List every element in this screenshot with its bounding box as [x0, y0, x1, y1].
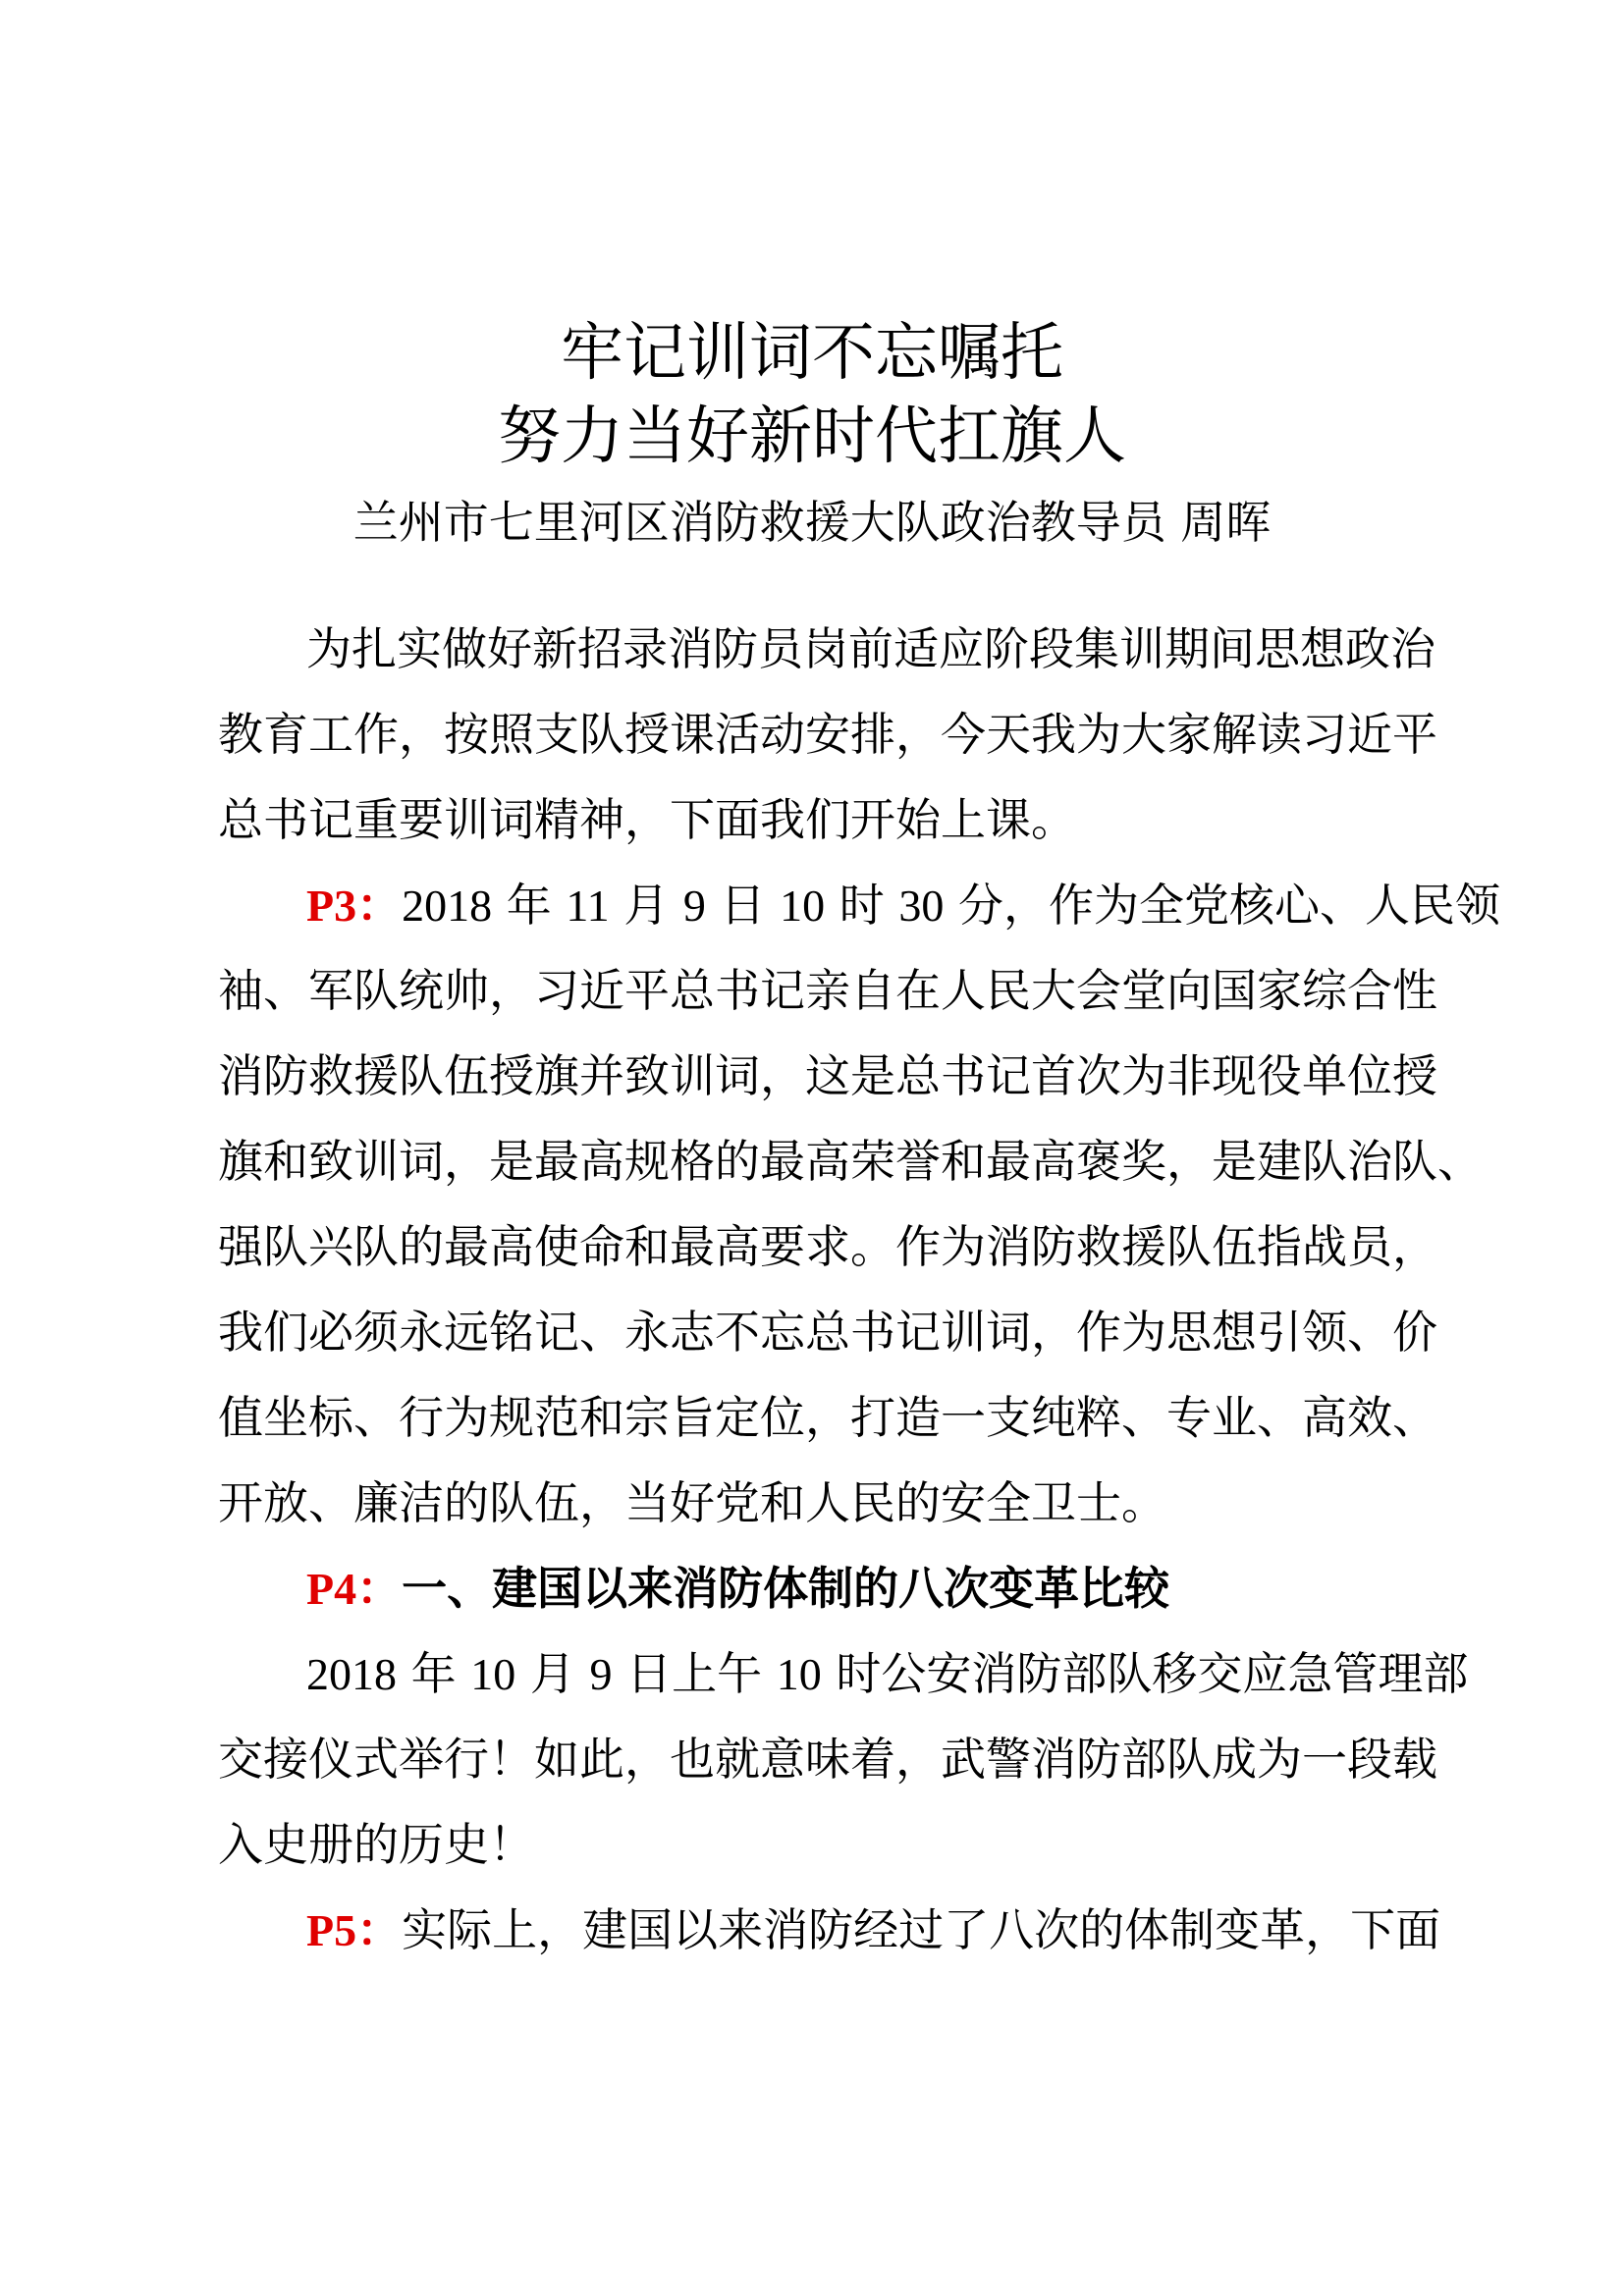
body-text-line: [218, 1802, 1431, 1888]
line-text: 强队兴队的最高使命和最高要求。作为消防救援队伍指战员，: [218, 1220, 1437, 1273]
line-text: 消防救援队伍授旗并致训词，这是总书记首次为非现役单位授: [218, 1049, 1437, 1102]
body-text-line: [218, 607, 1435, 692]
body-text-line: [218, 1546, 1431, 1631]
body-text-line: [218, 1034, 1437, 1119]
body-text-line: [218, 863, 1501, 948]
body-text-line: [218, 1375, 1437, 1461]
slide-marker-label: P4：: [306, 1564, 403, 1614]
line-text: 教育工作，按照支队授课活动安排，今天我为大家解读习近平: [218, 708, 1437, 761]
body-text-line: [218, 777, 1431, 863]
line-text: 开放、廉洁的队伍，当好党和人民的安全卫士。: [218, 1476, 1166, 1529]
line-text: 为扎实做好新招录消防员岗前适应阶段集训期间思想政治: [306, 622, 1435, 675]
body-text-line: [218, 1461, 1431, 1546]
slide-marker-label: P5：: [306, 1905, 403, 1955]
line-text: 值坐标、行为规范和宗旨定位，打造一支纯粹、专业、高效、: [218, 1391, 1437, 1444]
body-text-line: [218, 1119, 1483, 1204]
body-text-line: [218, 692, 1437, 777]
line-text: 总书记重要训词精神，下面我们开始上课。: [218, 793, 1076, 846]
line-text: 交接仪式举行！如此，也就意味着，武警消防部队成为一段载: [218, 1733, 1437, 1786]
document-title-line-1: 牢记训词不忘嘱托: [561, 317, 1063, 390]
slide-marker-label: P3：: [306, 881, 403, 931]
document-body: [218, 607, 1501, 1973]
line-text: 我们必须永远铭记、永志不忘总书记训词，作为思想引领、价: [218, 1306, 1437, 1359]
body-text-line: [218, 1717, 1437, 1802]
body-text-line: [218, 1631, 1469, 1717]
line-text: 入史册的历史！: [218, 1818, 534, 1871]
line-text: 旗和致训词，是最高规格的最高荣誉和最高褒奖，是建队治队、: [218, 1135, 1483, 1188]
line-text: 实际上，建国以来消防经过了八次的体制变革，下面: [402, 1903, 1441, 1956]
line-text: 2018 年 10 月 9 日上午 10 时公安消防部队移交应急管理部: [306, 1647, 1469, 1700]
line-text: 一、建国以来消防体制的八次变革比较: [402, 1562, 1170, 1615]
body-text-line: [218, 1888, 1441, 1973]
body-text-line: [218, 1204, 1437, 1290]
body-text-line: [218, 1290, 1437, 1375]
author-byline: 兰州市七里河区消防救援大队政治教导员 周晖: [352, 496, 1272, 549]
line-text: 袖、军队统帅，习近平总书记亲自在人民大会堂向国家综合性: [218, 964, 1437, 1017]
body-text-line: [218, 948, 1437, 1034]
document-title-line-2: 努力当好新时代扛旗人: [498, 400, 1126, 473]
line-text: 2018 年 11 月 9 日 10 时 30 分，作为全党核心、人民领: [402, 879, 1501, 932]
